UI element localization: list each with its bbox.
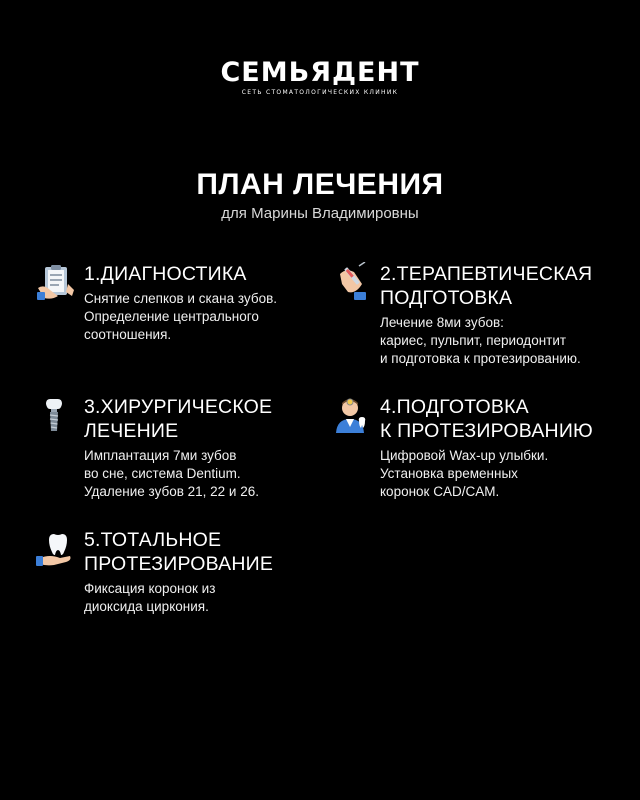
step-description xyxy=(380,447,612,501)
step-desc-line: Фиксация коронок из xyxy=(84,581,216,596)
step-heading-line: 3.ХИРУРГИЧЕСКОЕ xyxy=(84,396,273,418)
step-desc-line: соотношения. xyxy=(84,327,172,342)
step-heading-line: 5.ТОТАЛЬНОЕ xyxy=(84,529,222,551)
step-heading-line: ПОДГОТОВКА xyxy=(380,287,513,309)
step-diagnostics xyxy=(36,262,316,344)
step-description xyxy=(380,314,612,368)
step-desc-line: во сне, система Dentium. xyxy=(84,466,241,481)
clipboard-icon xyxy=(36,262,76,302)
dental-implant-icon xyxy=(36,395,76,435)
step-heading xyxy=(380,262,612,310)
step-heading-line: ПРОТЕЗИРОВАНИЕ xyxy=(84,553,274,575)
step-description xyxy=(84,447,316,501)
step-desc-line: Удаление зубов 21, 22 и 26. xyxy=(84,484,259,499)
step-desc-line: коронок CAD/CAM. xyxy=(380,484,500,499)
step-desc-line: Снятие слепков и скана зубов. xyxy=(84,291,278,306)
step-heading xyxy=(380,395,612,443)
logo-name: СЕМЬЯДЕНТ xyxy=(220,57,420,88)
step-desc-line: и подготовка к протезированию. xyxy=(380,351,581,366)
step-description xyxy=(84,290,316,344)
step-desc-line: кариес, пульпит, периодонтит xyxy=(380,333,567,348)
page-subtitle: для Марины Владимировны xyxy=(221,205,419,222)
step-heading xyxy=(84,528,316,576)
step-heading xyxy=(84,262,316,286)
step-heading-line: 2.ТЕРАПЕВТИЧЕСКАЯ xyxy=(380,263,593,285)
tooth-in-hand-icon xyxy=(36,528,76,568)
step-therapy xyxy=(332,262,612,368)
step-heading-line: К ПРОТЕЗИРОВАНИЮ xyxy=(380,420,593,442)
step-heading-line: 4.ПОДГОТОВКА xyxy=(380,396,529,418)
step-desc-line: диоксида циркония. xyxy=(84,599,209,614)
syringe-icon xyxy=(332,262,372,302)
step-description xyxy=(84,580,316,616)
step-desc-line: Определение центрального xyxy=(84,309,259,324)
step-heading-line: 1.ДИАГНОСТИКА xyxy=(84,263,247,285)
brand-logo xyxy=(0,58,640,96)
step-heading-line: ЛЕЧЕНИЕ xyxy=(84,420,179,442)
step-desc-line: Имплантация 7ми зубов xyxy=(84,448,237,463)
step-desc-line: Цифровой Wax-up улыбки. xyxy=(380,448,549,463)
step-surgery xyxy=(36,395,316,501)
logo-tagline: СЕТЬ СТОМАТОЛОГИЧЕСКИХ КЛИНИК xyxy=(241,89,399,96)
step-heading xyxy=(84,395,316,443)
page-title: ПЛАН ЛЕЧЕНИЯ xyxy=(196,168,444,201)
step-desc-line: Лечение 8ми зубов: xyxy=(380,315,504,330)
step-total-prosthetics xyxy=(36,528,316,616)
step-prosthetic-prep xyxy=(332,395,612,501)
step-desc-line: Установка временных xyxy=(380,466,518,481)
dentist-icon xyxy=(332,395,372,435)
